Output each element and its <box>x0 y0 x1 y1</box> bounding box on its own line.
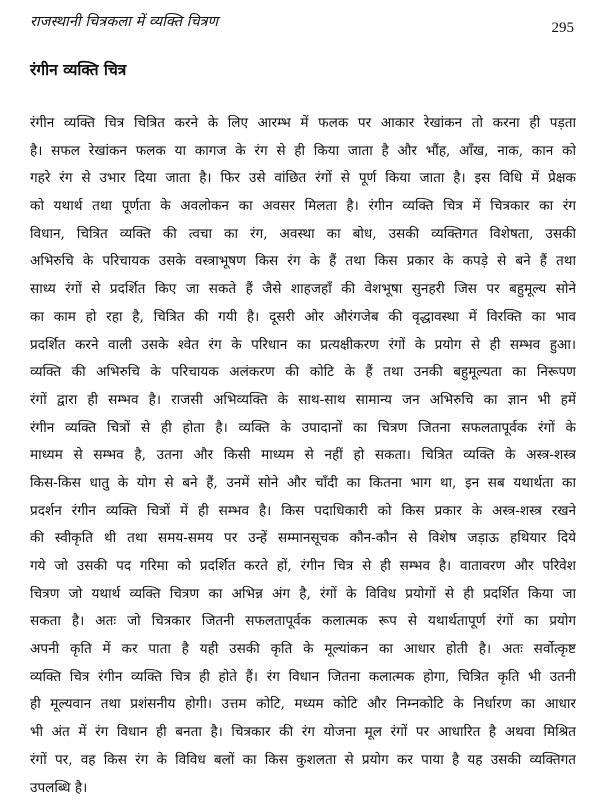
text-line: सकता है। अतः जो चित्रकार जितनी सफलतापूर्वक कलात्मक रूप से यथार्थतापूर्ण रंगों का प्रयोग <box>30 613 576 630</box>
text-line: की स्वीकृति थी तथा समय-समय पर उन्हें सम्मानसूचक कौन-कौन से विशेष जड़ाऊ हथियार दिये <box>30 530 576 547</box>
text-line: रंगीन व्यक्ति चित्रों से ही होता है। व्यक्ति के उपादानों का चित्रण जितना सफलतापूर्वक रंगों के <box>30 419 576 436</box>
text-line: को यथार्थ तथा पूर्णता के अवलोकन का अवसर मिलता है। रंगीन व्यक्ति चित्र में चित्रकार का रंग <box>30 198 576 215</box>
text-line: रंगों द्वारा ही सम्भव है। राजसी अभिव्यक्ति के साथ-साथ सामान्य जन अभिरुचि का ज्ञान भी हमें <box>30 391 576 408</box>
text-line: व्यक्ति की अभिरुचि के परिचायक अलंकरण की कोटि के हैं तथा उनकी बहुमूल्यता का निरूपण <box>30 364 576 381</box>
text-line: प्रदर्शित करने वाली उसके श्वेत रंग के परिधान का प्रत्यक्षीकरण रंगों के प्रयोग से ही सम्भव हुआ। <box>30 336 576 353</box>
section-heading: रंगीन व्यक्ति चित्र <box>30 60 127 79</box>
text-line: भी अंत में रंग विधान ही बनता है। चित्रकार की रंग योजना मूल रंगों पर आधारित है अथवा मिश्रित <box>30 724 576 741</box>
text-line: गये जो उसकी पद गरिमा को प्रदर्शित करते हों, रंगीन चित्र से ही सम्भव है। वातावरण और परिवेश <box>30 558 576 574</box>
text-line: है। सफल रेखांकन फलक या कागज के रंग से ही किया जाता है और भौंह, आँख, नाक, कान को <box>30 142 576 159</box>
text-line: किस-किस धातु के योग से बने हैं, उनमें सोने और चाँदी का कितना भाग था, इन सब यथार्थता का <box>30 474 576 491</box>
page-number: 295 <box>551 20 574 36</box>
running-head: राजस्थानी चित्रकला में व्यक्ति चित्रण <box>30 14 219 30</box>
text-line: ही मूल्यवान तथा प्रशंसनीय होगी। उत्तम कोटि, मध्यम कोटि और निम्नकोटि के निर्धारण का आधार <box>30 696 576 713</box>
text-line: विधान, चित्रित व्यक्ति की त्वचा का रंग, अवस्था का बोध, उसकी व्यक्तिगत विशेषता, उसकी <box>30 225 576 242</box>
text-line: अपनी कृति में कर पाता है यही उसकी कृति के मूल्यांकन का आधार होती है। अतः सर्वोत्कृष्ट <box>30 641 576 658</box>
text-line: प्रदर्शन रंगीन व्यक्ति चित्रों में ही सम्भव है। किस पदाधिकारी को किस प्रकार के अस्त्र-शस्त्र रखने <box>30 502 576 519</box>
text-line: व्यक्ति चित्र रंगीन व्यक्ति चित्र ही होते हैं। रंग विधान जितना कलात्मक होगा, चित्रित कृति भी उतनी <box>30 668 576 685</box>
text-line: गहरे रंग से उभार दिया जाता है। फिर उसे वांछित रंगों से पूर्ण किया जाता है। इस विधि में प्रेक्षक <box>30 170 576 187</box>
text-line: माध्यम से सम्भव है, उतना और किसी माध्यम से नहीं हो सकता। चित्रित व्यक्ति के अस्त्र-शस्त्र <box>30 447 576 464</box>
text-line: चित्रण जो यथार्थ व्यक्ति चित्रण का अभिन्न अंग है, रंगों के विविध प्रयोगों से ही प्रदर्शित किया जा <box>30 585 576 602</box>
text-line: उपलब्धि है। <box>30 779 88 796</box>
text-line: अभिरुचि के परिचायक उसके वस्त्राभूषण किस रंग के हैं तथा किस प्रकार के कपड़े से बने हैं तथा <box>30 253 576 270</box>
body-paragraph <box>30 110 576 802</box>
text-line: रंगों पर, वह किस रंग के विविध बलों का किस कुशलता से प्रयोग कर पाया है यह उसकी व्यक्तिगत <box>30 751 576 768</box>
text-line: रंगीन व्यक्ति चित्र चित्रित करने के लिए आरम्भ में फलक पर आकार रेखांकन तो करना ही पड़ता <box>30 115 576 131</box>
text-line: का काम हो रहा है, चित्रित की गयी है। दूसरी ओर औरंगजेब की वृद्धावस्था में विरक्ति का भाव <box>30 308 576 325</box>
text-line: साध्य रंगों से प्रदर्शित किए जा सकते हैं जैसे शाहजहाँ की वेशभूषा सुनहरी जिस पर बहुमूल्य सोने <box>30 281 576 298</box>
